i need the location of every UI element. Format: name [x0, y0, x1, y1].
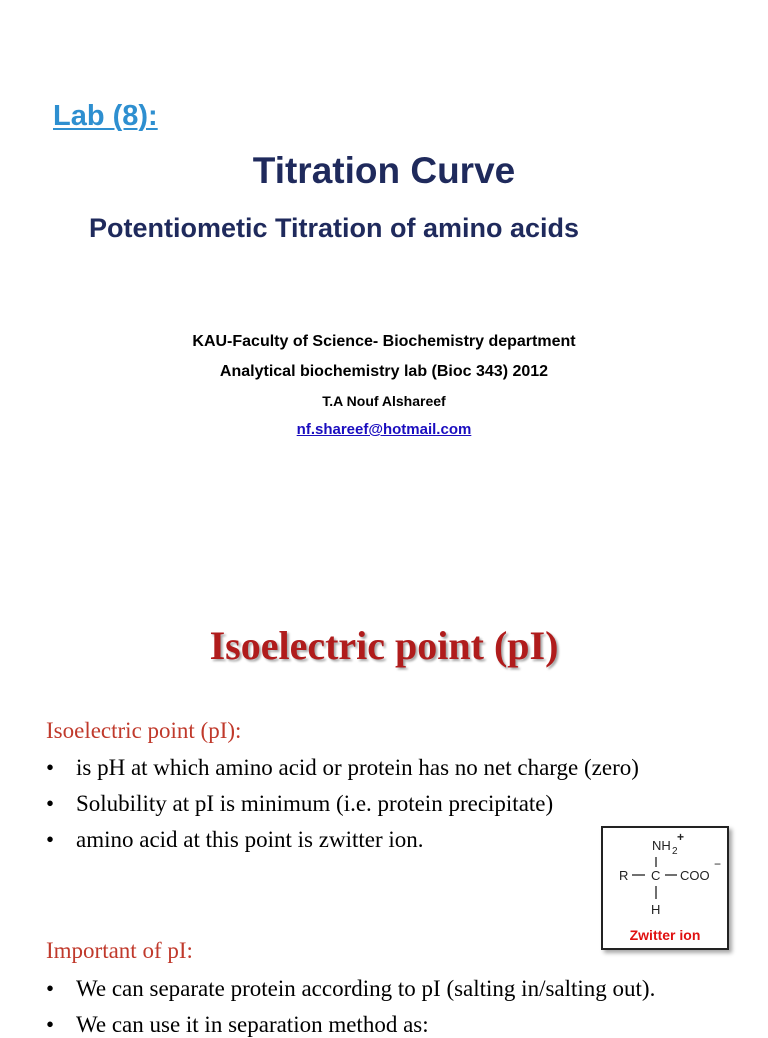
hydrogen: H: [651, 902, 661, 917]
zwitter-caption: Zwitter ion: [629, 927, 701, 943]
bullet-marker: •: [46, 976, 55, 1001]
bullet-text: amino acid at this point is zwitter ion.: [76, 827, 424, 852]
section-title: Isoelectric point (pI): [209, 623, 559, 668]
alpha-carbon: C: [651, 868, 661, 883]
email-link[interactable]: nf.shareef@hotmail.com: [296, 421, 472, 438]
bullet-item: [46, 755, 639, 781]
email-line: [0, 421, 768, 438]
importance-label: Important of pI:: [46, 938, 193, 963]
bullet-item: [46, 791, 553, 817]
r-group: R: [619, 868, 629, 883]
course-line: Analytical biochemistry lab (Bioc 343) 2012: [219, 363, 549, 380]
bullet-item: [46, 827, 424, 853]
bullet-item: [46, 976, 655, 1002]
lab-heading: Lab (8):: [53, 100, 158, 132]
amino-subscript: 2: [672, 846, 678, 857]
negative-charge: −: [714, 857, 722, 871]
slide-title: Titration Curve: [252, 150, 516, 191]
slide-subtitle: Potentiometic Titration of amino acids: [89, 213, 580, 243]
amino-group: NH: [652, 838, 671, 853]
carboxyl-group: COO: [680, 868, 710, 883]
bullet-marker: •: [46, 827, 55, 852]
bullet-text: is pH at which amino acid or protein has no net charge (zero): [76, 755, 639, 780]
bullet-item: [46, 1012, 429, 1038]
instructor-line: T.A Nouf Alshareef: [322, 393, 446, 409]
bullet-text: We can use it in separation method as:: [76, 1012, 429, 1037]
bullet-marker: •: [46, 1012, 55, 1037]
bullet-text: We can separate protein according to pI (salting in/salting out).: [76, 976, 656, 1001]
bullet-marker: •: [46, 791, 55, 816]
definition-label: Isoelectric point (pI):: [46, 718, 242, 743]
positive-charge: +: [677, 830, 685, 844]
bullet-marker: •: [46, 755, 55, 780]
zwitter-ion-figure: [601, 826, 729, 950]
institution-line: KAU-Faculty of Science- Biochemistry department: [192, 333, 576, 350]
bullet-text: Solubility at pI is minimum (i.e. protein precipitate): [76, 791, 554, 816]
